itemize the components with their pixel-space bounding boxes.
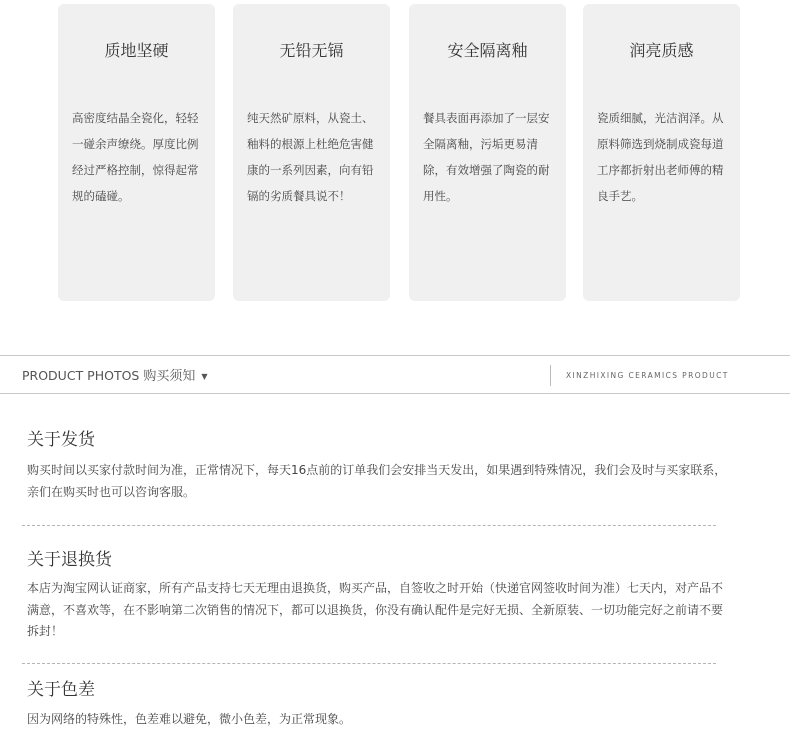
feature-card-lead-free [233,4,390,301]
brand-label: XINZHIXING CERAMICS PRODUCT [566,371,729,380]
feature-title: 无铅无镉 [279,41,344,60]
section-divider [22,663,716,664]
feature-text: 瓷质细腻，光洁润泽。从原料筛选到烧制成瓷每道工序都折射出老师傅的精良手艺。 [597,111,724,203]
feature-card-glossy [583,4,740,301]
feature-title: 安全隔离釉 [447,41,528,60]
feature-title: 质地坚硬 [104,41,169,60]
section-text: 购买时间以买家付款时间为准，正常情况下，每天16点前的订单我们会安排当天发出，如果遇到特殊情况，我们会及时与买家联系，亲们在购买时也可以咨询客服。 [27,463,727,499]
feature-card-safety-glaze [409,4,566,301]
notice-section-shipping [27,429,727,503]
header-title-en: PRODUCT PHOTOS [22,368,140,383]
header-title-cn: 购买须知 [143,369,196,384]
feature-text: 餐具表面再添加了一层安全隔离釉，污垢更易清除，有效增强了陶瓷的耐用性。 [423,111,550,203]
notice-section-returns [27,549,727,643]
feature-text: 高密度结晶全瓷化，轻轻一碰余声缭绕。厚度比例经过严格控制，惊得起常规的磕碰。 [72,111,199,203]
dropdown-caret-icon[interactable]: ▼ [201,372,208,381]
notice-section-color [27,679,727,731]
feature-text: 纯天然矿原料，从瓷土、釉料的根源上杜绝危害健康的一系列因素，向有铅镉的劣质餐具说不！ [247,111,374,203]
purchase-notice-toggle[interactable] [22,356,208,393]
section-title: 关于色差 [27,680,95,700]
purchase-notice-header [0,355,790,394]
section-text: 因为网络的特殊性，色差难以避免，微小色差，为正常现象。 [27,712,352,726]
feature-cards [0,4,790,301]
section-text: 本店为淘宝网认证商家，所有产品支持七天无理由退换货，购买产品，自签收之时开始（快递官网签收时间为准）七天内，对产品不满意，不喜欢等，在不影响第二次销售的情况下，都可以退换货，你没有确认配件是完好无损、全新原装、一切功能完好之前请不要拆封！ [27,581,724,638]
feature-title: 润亮质感 [629,41,694,60]
header-divider [550,365,551,386]
feature-card-hardness [58,4,215,301]
section-divider [22,525,716,526]
section-title: 关于退换货 [27,550,112,570]
section-title: 关于发货 [27,430,95,450]
